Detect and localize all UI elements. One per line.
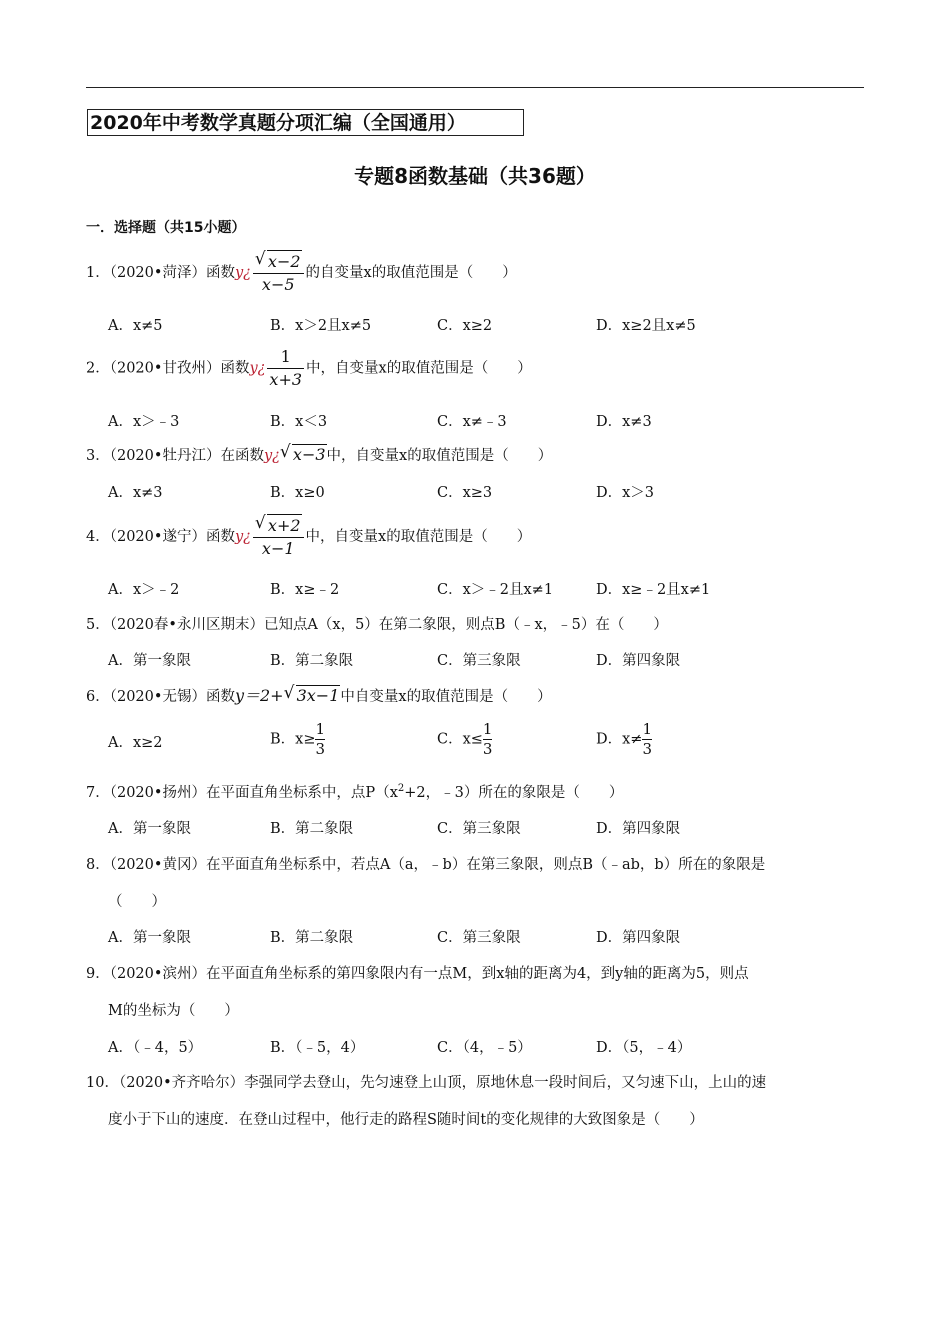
q2-option-b: B．x＜3 — [270, 414, 328, 430]
q5-option-d: D．第四象限 — [596, 653, 681, 669]
question-9-continuation: M的坐标为（ ） — [108, 1003, 239, 1019]
question-6: 6．（2020•无锡）函数y＝2+√ 3x−1中自变量x的取值范围是（ ） — [86, 683, 552, 706]
section-heading: 一．选择题（共15小题） — [86, 220, 246, 236]
q1-option-d: D．x≥2且x≠5 — [596, 318, 696, 334]
q3-option-a: A．x≠3 — [108, 485, 163, 501]
q4-option-b: B．x≥﹣2 — [270, 582, 340, 598]
q3-sqrt: √ x−3 — [280, 444, 327, 464]
q6-option-c: C．x≤ $\frac{1}{3}$ — [437, 720, 493, 758]
q8-option-b: B．第二象限 — [270, 930, 354, 946]
question-4: 4．（2020•遂宁）函数y¿ √ $\frac{x+2}{x-1}$ 中，自变量x的取值范围是（ ） — [86, 514, 531, 560]
q9-option-b: B．（﹣5，4） — [270, 1040, 365, 1056]
q3-option-d: D．x＞3 — [596, 485, 655, 501]
q1-option-b: B．x＞2且x≠5 — [270, 318, 372, 334]
q9-option-d: D．（5，﹣4） — [596, 1040, 692, 1056]
q1-fraction: √ $\frac{x-2}{x-5}$ — [253, 250, 304, 296]
question-5: 5．（2020春•永川区期末）已知点A（x，5）在第二象限，则点B（﹣x，﹣5）在（ ） — [86, 617, 668, 633]
q4-option-c: C．x＞﹣2且x≠1 — [437, 582, 554, 598]
q7-option-a: A．第一象限 — [108, 821, 191, 837]
q1-option-a: A．x≠5 — [108, 318, 163, 334]
q1-option-c: C．x≥2 — [437, 318, 493, 334]
q5-option-b: B．第二象限 — [270, 653, 354, 669]
q8-option-c: C．第三象限 — [437, 930, 521, 946]
question-8-continuation: （ ） — [108, 894, 166, 910]
q4-option-a: A．x＞﹣2 — [108, 582, 180, 598]
q2-fraction: $\frac{1}{x+3}$ — [269, 347, 303, 389]
question-10-continuation: 度小于下山的速度．在登山过程中，他行走的路程S随时间t的变化规律的大致图象是（ ） — [108, 1112, 704, 1128]
q5-option-a: A．第一象限 — [108, 653, 191, 669]
q8-option-d: D．第四象限 — [596, 930, 681, 946]
question-2: 2．（2020•甘孜州）函数y¿ $\frac{1}{x+3}$ 中，自变量x的取值范围是（ ） — [86, 347, 532, 389]
q9-option-c: C．（4，﹣5） — [437, 1040, 532, 1056]
q2-option-c: C．x≠﹣3 — [437, 414, 507, 430]
question-10: 10．（2020•齐齐哈尔）李强同学去登山，先匀速登上山顶，原地休息一段时间后，又匀速下山，上山的速 — [86, 1075, 767, 1091]
q2-option-a: A．x＞﹣3 — [108, 414, 180, 430]
question-8: 8．（2020•黄冈）在平面直角坐标系中，若点A（a，﹣b）在第三象限，则点B（﹣ab，b）所在的象限是 — [86, 857, 766, 873]
question-9: 9．（2020•滨州）在平面直角坐标系的第四象限内有一点M，到x轴的距离为4，到y轴的距离为5，则点 — [86, 966, 749, 982]
q9-option-a: A．（﹣4，5） — [108, 1040, 203, 1056]
q4-option-d: D．x≥﹣2且x≠1 — [596, 582, 711, 598]
q6-sqrt: √ 3x−1 — [284, 685, 341, 705]
collection-title: 2020年中考数学真题分项汇编（全国通用） — [87, 109, 524, 136]
q7-option-b: B．第二象限 — [270, 821, 354, 837]
q2-option-d: D．x≠3 — [596, 414, 652, 430]
q3-option-b: B．x≥0 — [270, 485, 325, 501]
q6-option-a: A．x≥2 — [108, 735, 163, 751]
q4-fraction: √ $\frac{x+2}{x-1}$ — [253, 514, 304, 560]
question-3: 3．（2020•牡丹江）在函数y¿√ x−3中，自变量x的取值范围是（ ） — [86, 444, 552, 465]
q7-option-d: D．第四象限 — [596, 821, 681, 837]
header-rule — [86, 87, 864, 88]
q3-option-c: C．x≥3 — [437, 485, 493, 501]
question-7: 7．（2020•扬州）在平面直角坐标系中，点$P(x^2+2$，﹣3）所在的象限是（ ） — [86, 783, 624, 801]
document-title: 专题8函数基础（共36题） — [354, 164, 596, 188]
q5-option-c: C．第三象限 — [437, 653, 521, 669]
q6-option-b: B．x≥ $\frac{1}{3}$ — [270, 720, 326, 758]
q6-option-d: D．x≠ $\frac{1}{3}$ — [596, 720, 652, 758]
q8-option-a: A．第一象限 — [108, 930, 191, 946]
q7-option-c: C．第三象限 — [437, 821, 521, 837]
question-1: 1．（2020•菏泽）函数y¿ √ $\frac{x-2}{x-5}$ 的自变量x的取值范围是（ ） — [86, 250, 517, 296]
